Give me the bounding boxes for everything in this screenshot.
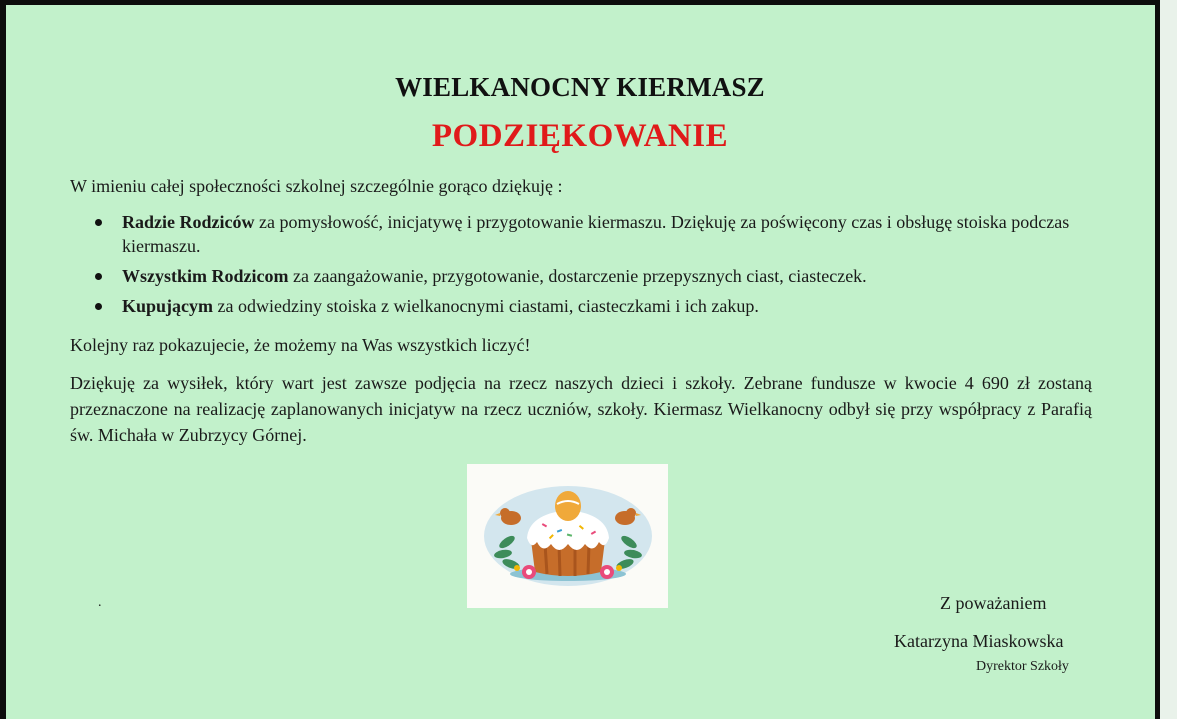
frame-left-border <box>0 0 6 719</box>
page-edge-strip <box>1160 0 1177 719</box>
thanks-item-text: za pomysłowość, inicjatywę i przygotowanie kiermaszu. Dziękuję za poświęcony czas i obsługę stoiska podczas kiermaszu. <box>122 212 1070 256</box>
thanks-list <box>70 210 1100 324</box>
thanks-item-text: za odwiedziny stoiska z wielkanocnymi ciastami, ciasteczkami i ich zakup. <box>213 296 759 316</box>
bullet-icon <box>95 219 102 226</box>
thanks-item-all-parents <box>70 264 1100 288</box>
thanks-item-bold: Wszystkim Rodzicom <box>122 266 289 286</box>
paragraph-funds: Dziękuję za wysiłek, który wart jest zawsze podjęcia na rzecz naszych dzieci i szkoły. Zebrane fundusze w kwocie 4 690 zł zostaną przeznaczone na realizację zaplanowanych inicjatyw na rzecz uczniów, szkoły. Kiermasz Wielkanocny odbył się przy współpracy z Parafią św. Michała w Zubrzycy Górnej. <box>70 373 1092 445</box>
thanks-item-text: za zaangażowanie, przygotowanie, dostarczenie przepysznych ciast, ciasteczek. <box>288 266 867 286</box>
signer-name: Katarzyna Miaskowska <box>894 631 1064 651</box>
easter-cake-icon <box>467 464 668 608</box>
thanks-item-buyers <box>70 294 1100 318</box>
thanks-item-parents-council <box>70 210 1100 258</box>
closing-regards: Z poważaniem <box>940 593 1047 613</box>
bullet-icon <box>95 273 102 280</box>
signer-role: Dyrektor Szkoły <box>976 659 1069 674</box>
stray-period: . <box>98 595 102 610</box>
intro-text: W imieniu całej społeczności szkolnej szczególnie gorąco dziękuję : <box>70 176 563 196</box>
bullet-icon <box>95 303 102 310</box>
paragraph-count-on-you: Kolejny raz pokazujecie, że możemy na Was wszystkich liczyć! <box>70 335 531 355</box>
thanks-item-bold: Kupującym <box>122 296 214 316</box>
thanks-item-bold: Radzie Rodziców <box>122 212 255 232</box>
frame-top-border <box>0 0 1177 5</box>
page-subtitle: PODZIĘKOWANIE <box>431 118 729 154</box>
page-title: WIELKANOCNY KIERMASZ <box>395 72 765 102</box>
